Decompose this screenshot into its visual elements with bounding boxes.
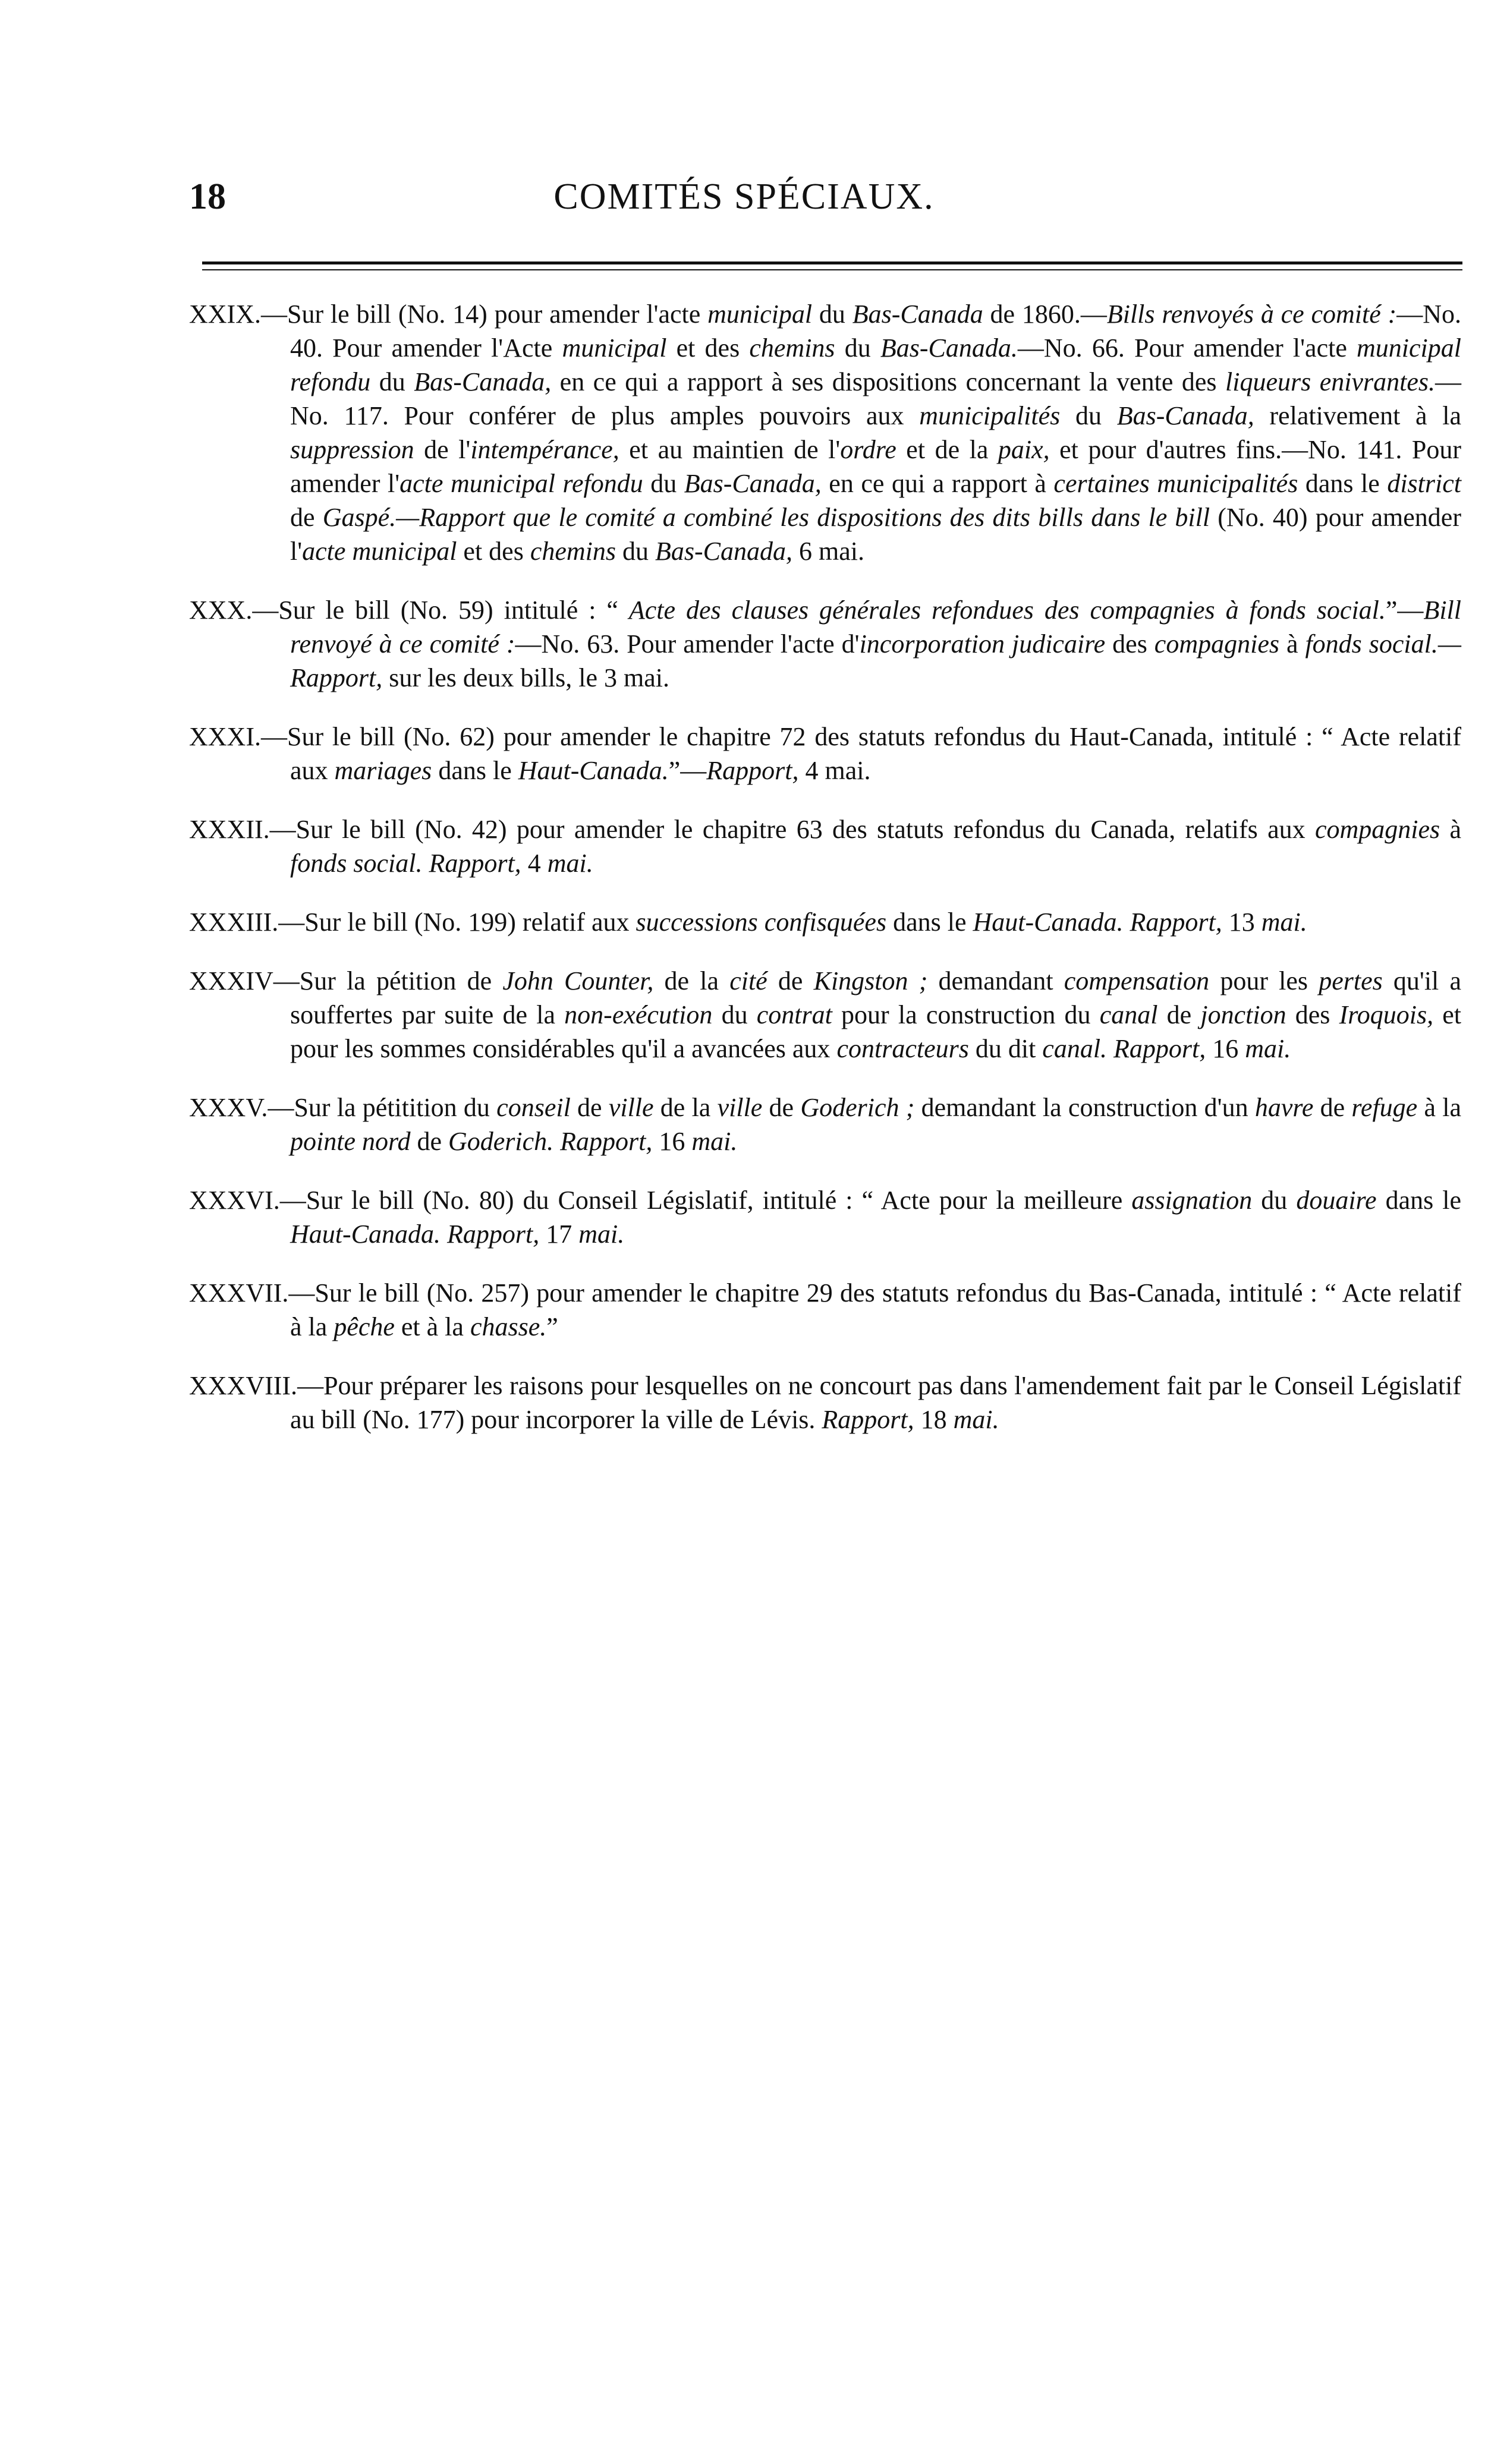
entry-text-italic: canal. Rapport, (1042, 1034, 1206, 1063)
entry-text-italic: mai. (1261, 908, 1307, 937)
entry-text: —No. 117. Pour conférer de plus amples pouvoirs aux (290, 367, 1462, 430)
entry-text-italic: havre (1254, 1093, 1314, 1122)
entry-text-italic: municipal refondu (290, 333, 1462, 396)
entry-text: de (1313, 1093, 1352, 1122)
entry-text-italic: municipalités (919, 401, 1061, 430)
entry-text-italic: Bas-Canada. (880, 333, 1018, 363)
entry-text-italic: ville (608, 1093, 654, 1122)
committee-entry (189, 1369, 1461, 1436)
committee-entry (189, 1183, 1461, 1251)
entry-text-italic: non-exécution (564, 1000, 713, 1029)
entry-number: XXXV. (189, 1093, 268, 1122)
entry-text: et des (457, 537, 530, 566)
entry-text: —No. 40. Pour amender l'Acte (290, 300, 1462, 363)
entry-text: ”— (668, 756, 707, 785)
committee-entry (189, 1276, 1461, 1344)
entry-text-italic: certaines municipalités (1053, 469, 1298, 498)
entry-text-italic: compagnies (1314, 815, 1440, 844)
entry-text-italic: canal (1099, 1000, 1158, 1029)
entry-text-italic: municipal (562, 333, 667, 363)
entry-text-italic: Goderich. Rapport, (448, 1127, 653, 1156)
entry-text-italic: pertes (1319, 966, 1383, 995)
entry-text: de l' (414, 435, 471, 464)
committee-entry (189, 720, 1461, 787)
entry-text: (No. 40) pour amender l' (290, 503, 1461, 566)
entry-text-italic: pêche (334, 1312, 395, 1341)
entry-text-italic: Bills renvoyés à ce comité : (1106, 300, 1397, 329)
entry-text-italic: conseil (496, 1093, 571, 1122)
entry-text: 16 (652, 1127, 692, 1156)
entry-text-italic: Iroquois, (1339, 1000, 1434, 1029)
entry-text: —Sur la pétition de (273, 966, 503, 995)
entry-text-italic: district (1387, 469, 1462, 498)
entry-text: pour la construction du (832, 1000, 1100, 1029)
entry-text-italic: Rapport, (706, 756, 799, 785)
entry-text: du (712, 1000, 757, 1029)
entry-text: —Pour préparer les raisons pour lesquelles on ne concourt pas dans l'amendement fait par le Conseil Législatif au bill (No. 177) pour incorporer la ville de Lévis. (290, 1371, 1461, 1434)
page-title: COMITÉS SPÉCIAUX. (553, 177, 935, 217)
entry-text: du dit (968, 1034, 1043, 1063)
entry-text: 6 mai. (792, 537, 864, 566)
entry-text: 17 (539, 1220, 579, 1249)
entry-text-italic: mai. (578, 1220, 625, 1249)
entry-text: des (1105, 629, 1154, 658)
entry-text-italic: cité (729, 966, 767, 995)
entry-text-italic: Bas-Canada, (414, 367, 552, 396)
entry-text-italic: douaire (1296, 1186, 1377, 1215)
entry-text: 16 (1206, 1034, 1245, 1063)
entry-text: ”— (1385, 595, 1424, 625)
entry-text: ” (546, 1312, 558, 1341)
entry-text-italic: incorporation judicaire (859, 629, 1106, 658)
entry-text-italic: Acte des clauses générales refondues des compagnies à fonds social. (628, 595, 1386, 625)
entry-text-italic: paix, (998, 435, 1050, 464)
entry-text: —Sur le bill (No. 14) pour amender l'acte (260, 300, 708, 329)
entry-number: XXXVII. (189, 1278, 289, 1307)
entry-text-italic: pointe nord (290, 1127, 411, 1156)
entry-text: des (1286, 1000, 1339, 1029)
entry-number: XXXI. (189, 722, 261, 751)
entry-text: de 1860.— (983, 300, 1107, 329)
entry-text: de (410, 1127, 448, 1156)
entry-text-italic: Haut-Canada. Rapport, (973, 908, 1222, 937)
entry-text: dans le (1298, 469, 1388, 498)
entry-text-italic: chemins (749, 333, 835, 363)
entry-text: demandant (927, 966, 1064, 995)
entry-text-italic: intempérance, (470, 435, 619, 464)
entry-number: XXXII. (189, 815, 270, 844)
header-rule-thick (202, 261, 1462, 264)
entry-number: XXXIV (189, 966, 273, 995)
entry-number: XXXIII. (189, 908, 279, 937)
entry-text-italic: ville (717, 1093, 763, 1122)
entry-number: XXXVIII. (189, 1371, 298, 1400)
entry-text-italic: contrat (756, 1000, 832, 1029)
entry-text-italic: mai. (691, 1127, 738, 1156)
entry-text-italic: Rapport, (822, 1405, 914, 1434)
entry-text-italic: refuge (1351, 1093, 1418, 1122)
entry-text-italic: liqueurs enivrantes. (1225, 367, 1436, 396)
committee-entry (189, 964, 1461, 1066)
entry-text-italic: jonction (1200, 1000, 1286, 1029)
entry-text: du (643, 469, 684, 498)
entry-text: 18 (914, 1405, 954, 1434)
entry-text-italic: Bill renvoyé à ce comité : (290, 595, 1461, 658)
entry-text: de (762, 1093, 801, 1122)
entry-text: dans le (432, 756, 518, 785)
entry-text-italic: municipal (707, 300, 813, 329)
entry-text-italic: mai. (547, 849, 593, 878)
entry-text: du (812, 300, 852, 329)
entry-number: XXIX. (189, 300, 261, 329)
entry-text: relativement à la (1254, 401, 1461, 430)
entry-text: et pour d'autres fins.—No. 141. Pour amender l' (290, 435, 1461, 498)
committee-entry (189, 905, 1461, 939)
entry-text: —No. 63. Pour amender l'acte d' (515, 629, 860, 658)
header-rule-thin (202, 269, 1462, 270)
entry-text-italic: chemins (530, 537, 616, 566)
entry-text-italic: chasse. (470, 1312, 547, 1341)
entry-text: du (835, 333, 880, 363)
entry-text-italic: compensation (1064, 966, 1210, 995)
entry-text: de (290, 503, 323, 532)
entry-text-italic: Bas-Canada (852, 300, 983, 329)
entry-text-italic: acte municipal (302, 537, 457, 566)
entry-text: —Sur le bill (No. 59) intitulé : “ (252, 595, 629, 625)
entry-text: de (1157, 1000, 1201, 1029)
entry-text-italic: Goderich ; (800, 1093, 915, 1122)
entry-text-italic: Bas-Canada, (684, 469, 822, 498)
entry-text: du (1252, 1186, 1297, 1215)
entry-text: du (370, 367, 414, 396)
entry-text: sur les deux bills, le 3 mai. (382, 663, 669, 692)
committee-entry (189, 593, 1461, 695)
entry-text-italic: Haut-Canada. (518, 756, 669, 785)
committee-list (189, 297, 1461, 1461)
entry-text-italic: Bas-Canada, (655, 537, 793, 566)
entry-text-italic: Haut-Canada. Rapport, (290, 1220, 540, 1249)
entry-text: en ce qui a rapport à (821, 469, 1054, 498)
entry-text-italic: ordre (840, 435, 896, 464)
entry-text: —Sur le bill (No. 257) pour amender le chapitre 29 des statuts refondus du Bas-Canada, intitulé : “ Acte relatif à la (288, 1278, 1461, 1341)
entry-text: —Sur le bill (No. 62) pour amender le chapitre 72 des statuts refondus du Haut-Canada, intitulé : “ Acte relatif aux (260, 722, 1461, 785)
entry-text: dans le (1376, 1186, 1462, 1215)
entry-text: demandant la construction d'un (914, 1093, 1255, 1122)
entry-text-italic: mai. (953, 1405, 999, 1434)
entry-text: de la (653, 1093, 718, 1122)
entry-text-italic: suppression (290, 435, 414, 464)
entry-text: à (1279, 629, 1305, 658)
entry-text: à la (1417, 1093, 1461, 1122)
entry-text-italic: fonds social. Rapport, (290, 849, 521, 878)
entry-text: qu'il a souffertes par suite de la (290, 966, 1461, 1029)
entry-text-italic: John Counter, (502, 966, 654, 995)
page-number: 18 (189, 177, 226, 217)
entry-text: en ce qui a rapport à ses dispositions concernant la vente des (551, 367, 1226, 396)
entry-text-italic: Gaspé.—Rapport que le comité a combiné les dispositions des dits bills (322, 503, 1091, 532)
entry-text-italic: Bas-Canada, (1116, 401, 1254, 430)
entry-text-italic: dans le bill (1091, 503, 1210, 532)
entry-text: —No. 66. Pour amender l'acte (1017, 333, 1357, 363)
entry-text: —Sur le bill (No. 199) relatif aux (278, 908, 636, 937)
entry-text: du (1060, 401, 1117, 430)
entry-text: et de la (896, 435, 998, 464)
entry-text-italic: successions confisquées (636, 908, 887, 937)
entry-text: de la (653, 966, 730, 995)
entry-text-italic: Kingston ; (813, 966, 928, 995)
entry-text: de (570, 1093, 609, 1122)
entry-text: —Sur le bill (No. 42) pour amender le chapitre 63 des statuts refondus du Canada, relatifs aux (269, 815, 1315, 844)
entry-text: à (1440, 815, 1462, 844)
entry-text: dans le (886, 908, 973, 937)
entry-number: XXX. (189, 595, 253, 625)
entry-text-italic: acte municipal refondu (399, 469, 643, 498)
entry-text: 13 (1222, 908, 1262, 937)
entry-text: et pour les sommes considérables qu'il a avancées aux (290, 1000, 1462, 1063)
entry-text: et au maintien de l' (619, 435, 841, 464)
entry-text: pour les (1209, 966, 1319, 995)
entry-text-italic: mariages (334, 756, 432, 785)
entry-text: —Sur le bill (No. 80) du Conseil Législatif, intitulé : “ Acte pour la meilleure (279, 1186, 1132, 1215)
entry-number: XXXVI. (189, 1186, 280, 1215)
entry-text: 4 (521, 849, 548, 878)
entry-text: et à la (394, 1312, 470, 1341)
entry-text-italic: assignation (1131, 1186, 1253, 1215)
committee-entry (189, 812, 1461, 880)
entry-text-italic: mai. (1245, 1034, 1291, 1063)
entry-text: 4 mai. (798, 756, 871, 785)
entry-text-italic: contracteurs (836, 1034, 969, 1063)
entry-text: de (767, 966, 814, 995)
committee-entry (189, 1091, 1461, 1158)
entry-text: du (616, 537, 656, 566)
entry-text-italic: compagnies (1154, 629, 1279, 658)
committee-entry (189, 297, 1461, 568)
entry-text-italic: fonds social.—Rapport, (290, 629, 1461, 692)
entry-text: et des (666, 333, 750, 363)
entry-text: —Sur la pétitition du (268, 1093, 497, 1122)
